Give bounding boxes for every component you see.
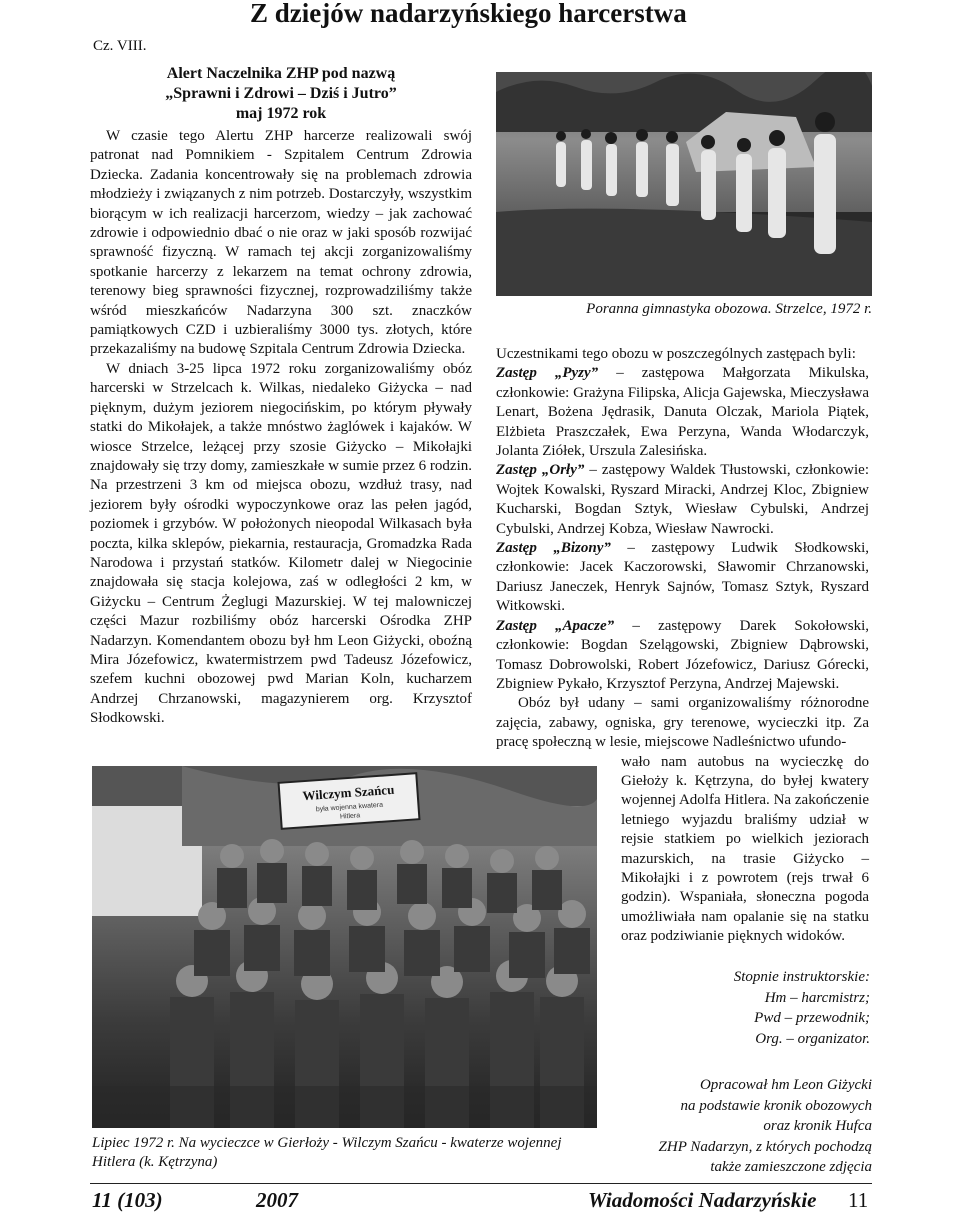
heading-line-1: Alert Naczelnika ZHP pod nazwą: [166, 65, 396, 82]
photo-scene: [496, 72, 872, 296]
part-number: Cz. VIII.: [93, 38, 147, 54]
footer-magazine: Wiadomości Nadarzyńskie: [588, 1188, 817, 1212]
footer-issue: 11 (103): [92, 1188, 163, 1212]
paragraph: W czasie tego Alertu ZHP harcerze realizowali swój patronat nad Pomnikiem - Szpitalem Centrum Zdrowia Dziecka. Zadania koncentrowały się na problemach zdrowia młodzieży i związanych z nim potrzeb. Dostarczyły, wszystkim biorącym w ich realizacji harcerzom, wiedzy – jak zachować zdrowie i odpowiednio dbać o nie oraz w jaki sposób rozwijać sprawność fizyczną. W ramach tej akcji zorganizowaliśmy spotkanie harcerzy z lekarzem na temat ochrony zdrowia, terenowy bieg sprawności fizycznej, rozprowadziliśmy także wśród mieszkańców Nadarzyna 300 szt. znaczków pamiątkowych CZD i uzbieraliśmy 3000 tys. złotych, które przekazaliśmy na budowę Szpitala Centrum Zdrowia Dziecka.: [90, 128, 472, 358]
rank-legend-item: Hm – harcmistrz;: [764, 989, 870, 1006]
closing-paragraph: Obóz był udany – sami organizowaliśmy różnorodne zajęcia, zabawy, ogniska, gry terenowe, wycieczki itp. Za pracę społeczną w lesie, miejscowe Nadleśnictwo ufundo-: [496, 695, 869, 751]
team-name: Zastęp „Orły”: [496, 462, 585, 479]
footer-year: 2007: [256, 1188, 298, 1212]
team-members: – zastępowy Ludwik Słodkowski, członkowie: Jacek Kaczorowski, Sławomir Chrzanowski, Dariusz Janeczek, Henryk Sajnów, Tomasz Sztyk, Ryszard Witkowski.: [496, 540, 869, 615]
team-name: Zastęp „Bizony”: [496, 540, 611, 557]
photo-caption-wolfs-lair: Lipiec 1972 r. Na wycieczce w Gierłoży - Wilczym Szańcu - kwaterze wojennej Hitlera (k. Kętrzyna): [92, 1135, 562, 1170]
team-members: – zastępowy Waldek Tłustowski, członkowie: Wojtek Kowalski, Ryszard Miracki, Andrzej Kloc, Zbigniew Kucharski, Bogdan Sztyk, Wiesław Cybulski, Andrzej Cybulski, Andrzej Kobza, Wiesław Nawrocki.: [496, 462, 869, 537]
footer-page-number: 11: [848, 1188, 869, 1212]
rank-legend-item: Org. – organizator.: [755, 1030, 870, 1047]
footer-rule: [90, 1183, 872, 1184]
team-members: – zastępowy Darek Sokołowski, członkowie: Bogdan Szelągowski, Zbigniew Dąbrowski, Tomasz Dobrowolski, Robert Józefowicz, Dariusz Górecki, Zbigniew Pykało, Krzysztof Perzyna, Andrzej Majewski.: [496, 617, 870, 692]
author-line: ZHP Nadarzyn, z których pochodzą: [658, 1138, 872, 1155]
author-line: oraz kronik Hufca: [763, 1118, 872, 1134]
author-line: Opracował hm Leon Giżycki: [699, 1077, 872, 1093]
rank-legend-item: Pwd – przewodnik;: [754, 1010, 870, 1026]
photo-group-wolfs-lair: [92, 766, 597, 1128]
sign-line-2: była wojenna kwatera: [315, 801, 384, 814]
author-note: [610, 1075, 872, 1178]
team-name: Zastęp „Pyzy”: [496, 365, 599, 382]
sign-line-3: Hitlera: [339, 812, 361, 821]
author-line: także zamieszczone zdjęcia: [710, 1159, 872, 1175]
page-title: Z dziejów nadarzyńskiego harcerstwa: [250, 0, 687, 28]
photo-caption-gymnastics: Poranna gimnastyka obozowa. Strzelce, 1972 r.: [586, 301, 872, 317]
team-members: – zastępowa Małgorzata Mikulska, członkowie: Grażyna Filipska, Alicja Gajewska, Mieczysława Lenart, Bożena Jędrasik, Danuta Olczak, Mariola Piątek, Elżbieta Praszczałek, Ewa Perzyna, Wanda Włodarczyk, Jolanta Ziółek, Urszula Zalesińska.: [496, 365, 870, 460]
heading-line-2: „Sprawni i Zdrowi – Dziś i Jutro”: [165, 85, 397, 102]
paragraph: W dniach 3-25 lipca 1972 roku zorganizowaliśmy obóz harcerski w Strzelcach k. Wilkas, niedaleko Giżycka – nad pięknym, dużym jeziorem niegocińskim, po którym pływały statki do Mikołajek, a także mnóstwo żaglówek i kajaków. W wiosce Strzelce, leżącej przy szosie Giżycko – Mikołajki znajdowały się trzy domy, zamieszkałe w sumie przez 6 rodzin. Na przestrzeni 3 km od miejsca obozu, wzdłuż trasy, nad jeziorem były ośrodki wypoczynkowe oraz las pełen jagód, poziomek i grzybów. W położonych nieopodal Wilkasach była poczta, kilka sklepów, piekarnia, restauracja, Gromadzka Rada Narodowa i przystań statków. Kilometr dalej w Niegocinie znajdowała się stacja kolejowa, zaś w odległości 2 km, w Giżycku – Centrum Żeglugi Mazurskiej. W tej malowniczej części Mazur rozbiliśmy obóz harcerski Ośrodka ZHP Nadarzyn. Komendantem obozu był hm Leon Giżycki, oboźną Mira Józefowicz, kwatermistrzem pwd Tadeusz Józefowicz, szefem kuchni obozowej pwd Marian Koln, kucharzem Andrzej Chrzanowski, magazynierem org. Krzysztof Słodkowski.: [90, 360, 472, 727]
team-entry: [496, 539, 869, 617]
photo-scene: [92, 766, 597, 1128]
sign-line-1: Wilczym Szańcu: [302, 781, 395, 804]
section-heading: [90, 64, 472, 124]
rank-legend-title: Stopnie instruktorskie:: [733, 969, 870, 985]
heading-line-3: maj 1972 rok: [235, 105, 327, 122]
left-column: [90, 127, 472, 729]
sign-board: [279, 773, 420, 829]
author-line: na podstawie kronik obozowych: [680, 1097, 872, 1114]
team-entry: [496, 617, 869, 695]
closing-paragraph-continued: wało nam autobus na wycieczkę do Giełoży k. Kętrzyna, do byłej kwatery wojennej Adolfa Hitlera. Na zakończenie letniego wyjazdu braliśmy udział w rejsie statkiem po wielkich jeziorach mazurskich, na trasie Giżycko – Mikołajki i z powrotem (rejs trwał 6 godzin). Wspaniała, słoneczna pogoda umożliwiała nam opalanie się na statku oraz podziwianie pięknych widoków.: [621, 753, 869, 945]
participants-intro: Uczestnikami tego obozu w poszczególnych zastępach byli:: [496, 346, 856, 362]
team-entry: [496, 461, 869, 539]
team-name: Zastęp „Apacze”: [496, 617, 615, 634]
rank-legend: [640, 967, 870, 1049]
team-entry: [496, 364, 869, 461]
photo-morning-gymnastics: [496, 72, 872, 296]
